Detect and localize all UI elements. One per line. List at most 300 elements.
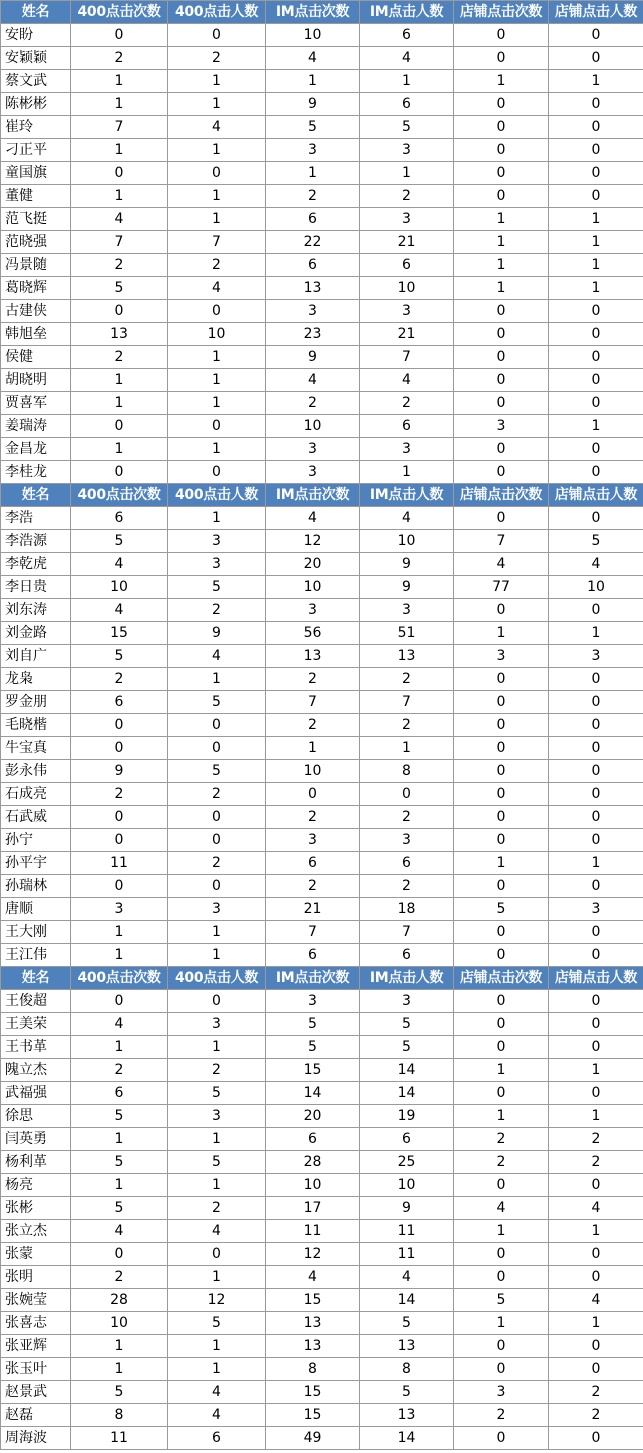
cell-im-clicks: 15 — [266, 1289, 360, 1312]
cell-im-clicks: 17 — [266, 1197, 360, 1220]
cell-hotline-400-clicks: 2 — [71, 1059, 168, 1082]
cell-name: 王大刚 — [1, 921, 71, 944]
cell-im-clicks: 10 — [266, 24, 360, 47]
cell-name: 胡晓明 — [1, 369, 71, 392]
cell-hotline-400-visitors: 1 — [168, 1128, 266, 1151]
cell-hotline-400-clicks: 1 — [71, 1128, 168, 1151]
table-row — [1, 392, 643, 415]
cell-shop-visitors: 0 — [549, 300, 643, 323]
cell-im-visitors: 3 — [360, 208, 454, 231]
column-header-shop-visitors: 店铺点击人数 — [549, 484, 643, 507]
cell-name: 隗立杰 — [1, 1059, 71, 1082]
cell-hotline-400-visitors: 2 — [168, 1197, 266, 1220]
cell-hotline-400-visitors: 0 — [168, 875, 266, 898]
cell-im-clicks: 13 — [266, 645, 360, 668]
cell-shop-clicks: 0 — [454, 1013, 549, 1036]
cell-shop-clicks: 3 — [454, 415, 549, 438]
cell-shop-visitors: 0 — [549, 1174, 643, 1197]
column-header-im-clicks: IM点击次数 — [266, 484, 360, 507]
cell-hotline-400-clicks: 1 — [71, 1335, 168, 1358]
table-row — [1, 93, 643, 116]
table-row — [1, 668, 643, 691]
cell-shop-clicks: 0 — [454, 139, 549, 162]
cell-im-clicks: 10 — [266, 760, 360, 783]
cell-hotline-400-clicks: 8 — [71, 1404, 168, 1427]
cell-im-clicks: 6 — [266, 208, 360, 231]
cell-hotline-400-clicks: 13 — [71, 323, 168, 346]
cell-name: 罗金朋 — [1, 691, 71, 714]
cell-name: 张玉叶 — [1, 1358, 71, 1381]
table-row — [1, 875, 643, 898]
cell-hotline-400-visitors: 0 — [168, 300, 266, 323]
cell-hotline-400-clicks: 4 — [71, 553, 168, 576]
cell-im-visitors: 2 — [360, 806, 454, 829]
cell-shop-clicks: 0 — [454, 829, 549, 852]
cell-hotline-400-clicks: 0 — [71, 461, 168, 484]
cell-im-clicks: 10 — [266, 576, 360, 599]
cell-hotline-400-clicks: 5 — [71, 1151, 168, 1174]
cell-shop-visitors: 0 — [549, 737, 643, 760]
cell-hotline-400-visitors: 3 — [168, 1105, 266, 1128]
cell-shop-visitors: 0 — [549, 944, 643, 967]
cell-shop-clicks: 0 — [454, 783, 549, 806]
cell-hotline-400-clicks: 4 — [71, 599, 168, 622]
cell-im-clicks: 23 — [266, 323, 360, 346]
cell-shop-visitors: 0 — [549, 1266, 643, 1289]
cell-hotline-400-visitors: 3 — [168, 553, 266, 576]
cell-im-clicks: 5 — [266, 116, 360, 139]
cell-shop-visitors: 2 — [549, 1404, 643, 1427]
cell-shop-visitors: 1 — [549, 1312, 643, 1335]
cell-hotline-400-visitors: 0 — [168, 1243, 266, 1266]
table-row — [1, 323, 643, 346]
cell-im-clicks: 4 — [266, 1266, 360, 1289]
cell-shop-clicks: 0 — [454, 369, 549, 392]
cell-shop-clicks: 0 — [454, 921, 549, 944]
cell-shop-clicks: 0 — [454, 93, 549, 116]
column-header-name: 姓名 — [1, 484, 71, 507]
cell-im-visitors: 3 — [360, 599, 454, 622]
table-row — [1, 415, 643, 438]
cell-shop-clicks: 4 — [454, 553, 549, 576]
cell-hotline-400-clicks: 7 — [71, 116, 168, 139]
cell-name: 刁正平 — [1, 139, 71, 162]
cell-name: 杨亮 — [1, 1174, 71, 1197]
cell-shop-visitors: 1 — [549, 1059, 643, 1082]
cell-hotline-400-clicks: 0 — [71, 24, 168, 47]
cell-im-visitors: 11 — [360, 1243, 454, 1266]
cell-shop-visitors: 0 — [549, 691, 643, 714]
cell-shop-clicks: 1 — [454, 1312, 549, 1335]
cell-hotline-400-visitors: 0 — [168, 162, 266, 185]
cell-name: 葛晓辉 — [1, 277, 71, 300]
table-row — [1, 254, 643, 277]
cell-shop-visitors: 1 — [549, 208, 643, 231]
cell-shop-visitors: 0 — [549, 1335, 643, 1358]
table-row — [1, 852, 643, 875]
column-header-hotline-400-clicks: 400点击次数 — [71, 1, 168, 24]
cell-im-clicks: 12 — [266, 530, 360, 553]
cell-hotline-400-clicks: 1 — [71, 944, 168, 967]
cell-shop-clicks: 1 — [454, 852, 549, 875]
cell-shop-visitors: 4 — [549, 1197, 643, 1220]
cell-im-visitors: 1 — [360, 70, 454, 93]
table-row — [1, 507, 643, 530]
table-row — [1, 1427, 643, 1450]
cell-shop-clicks: 0 — [454, 737, 549, 760]
cell-shop-visitors: 0 — [549, 185, 643, 208]
cell-im-visitors: 5 — [360, 1036, 454, 1059]
cell-shop-visitors: 0 — [549, 93, 643, 116]
table-row — [1, 691, 643, 714]
cell-im-clicks: 4 — [266, 507, 360, 530]
cell-im-clicks: 14 — [266, 1082, 360, 1105]
table-row — [1, 1105, 643, 1128]
cell-im-visitors: 14 — [360, 1427, 454, 1450]
cell-name: 龙枭 — [1, 668, 71, 691]
cell-im-visitors: 14 — [360, 1082, 454, 1105]
cell-hotline-400-visitors: 3 — [168, 530, 266, 553]
cell-im-visitors: 7 — [360, 346, 454, 369]
cell-shop-visitors: 2 — [549, 1151, 643, 1174]
cell-im-visitors: 1 — [360, 737, 454, 760]
cell-shop-clicks: 2 — [454, 1128, 549, 1151]
cell-shop-visitors: 0 — [549, 1358, 643, 1381]
cell-hotline-400-clicks: 1 — [71, 1036, 168, 1059]
cell-shop-clicks: 1 — [454, 208, 549, 231]
cell-hotline-400-visitors: 7 — [168, 231, 266, 254]
cell-shop-clicks: 0 — [454, 47, 549, 70]
column-header-hotline-400-visitors: 400点击人数 — [168, 1, 266, 24]
cell-im-visitors: 21 — [360, 323, 454, 346]
cell-name: 张亚辉 — [1, 1335, 71, 1358]
cell-im-clicks: 3 — [266, 461, 360, 484]
cell-hotline-400-clicks: 1 — [71, 70, 168, 93]
cell-shop-visitors: 0 — [549, 599, 643, 622]
cell-hotline-400-visitors: 4 — [168, 1220, 266, 1243]
cell-im-visitors: 9 — [360, 553, 454, 576]
cell-hotline-400-visitors: 1 — [168, 921, 266, 944]
cell-hotline-400-visitors: 0 — [168, 461, 266, 484]
table-row — [1, 944, 643, 967]
cell-hotline-400-clicks: 7 — [71, 231, 168, 254]
cell-shop-visitors: 2 — [549, 1128, 643, 1151]
cell-name: 张彬 — [1, 1197, 71, 1220]
cell-im-visitors: 9 — [360, 576, 454, 599]
table-row — [1, 369, 643, 392]
cell-im-visitors: 11 — [360, 1220, 454, 1243]
cell-name: 赵景武 — [1, 1381, 71, 1404]
header-row — [1, 1, 643, 24]
cell-shop-visitors: 0 — [549, 1427, 643, 1450]
cell-hotline-400-clicks: 10 — [71, 576, 168, 599]
cell-shop-clicks: 0 — [454, 1427, 549, 1450]
column-header-shop-visitors: 店铺点击人数 — [549, 967, 643, 990]
cell-im-visitors: 21 — [360, 231, 454, 254]
cell-im-clicks: 3 — [266, 139, 360, 162]
cell-im-clicks: 6 — [266, 852, 360, 875]
column-header-shop-clicks: 店铺点击次数 — [454, 484, 549, 507]
cell-shop-clicks: 0 — [454, 1174, 549, 1197]
cell-name: 李浩 — [1, 507, 71, 530]
cell-shop-clicks: 0 — [454, 116, 549, 139]
cell-im-clicks: 22 — [266, 231, 360, 254]
cell-hotline-400-clicks: 2 — [71, 783, 168, 806]
cell-hotline-400-visitors: 3 — [168, 898, 266, 921]
cell-hotline-400-clicks: 4 — [71, 1220, 168, 1243]
table-row — [1, 829, 643, 852]
cell-hotline-400-clicks: 5 — [71, 645, 168, 668]
cell-im-visitors: 10 — [360, 277, 454, 300]
cell-shop-visitors: 0 — [549, 369, 643, 392]
cell-im-clicks: 13 — [266, 1335, 360, 1358]
cell-name: 李桂龙 — [1, 461, 71, 484]
cell-shop-clicks: 5 — [454, 1289, 549, 1312]
table-row — [1, 24, 643, 47]
cell-im-clicks: 49 — [266, 1427, 360, 1450]
cell-shop-clicks: 0 — [454, 806, 549, 829]
cell-name: 周海波 — [1, 1427, 71, 1450]
cell-im-clicks: 5 — [266, 1013, 360, 1036]
cell-im-visitors: 6 — [360, 415, 454, 438]
cell-hotline-400-visitors: 3 — [168, 1013, 266, 1036]
cell-name: 冯景随 — [1, 254, 71, 277]
cell-shop-clicks: 0 — [454, 323, 549, 346]
table-body — [1, 1, 643, 1450]
cell-im-clicks: 10 — [266, 1174, 360, 1197]
cell-hotline-400-clicks: 0 — [71, 875, 168, 898]
cell-shop-visitors: 0 — [549, 392, 643, 415]
cell-shop-clicks: 0 — [454, 714, 549, 737]
cell-im-visitors: 7 — [360, 921, 454, 944]
cell-im-visitors: 18 — [360, 898, 454, 921]
cell-hotline-400-clicks: 5 — [71, 1105, 168, 1128]
cell-hotline-400-visitors: 5 — [168, 1151, 266, 1174]
column-header-hotline-400-visitors: 400点击人数 — [168, 484, 266, 507]
cell-shop-visitors: 1 — [549, 1105, 643, 1128]
cell-im-clicks: 2 — [266, 392, 360, 415]
cell-shop-clicks: 0 — [454, 944, 549, 967]
cell-hotline-400-visitors: 1 — [168, 346, 266, 369]
cell-im-clicks: 13 — [266, 277, 360, 300]
cell-im-clicks: 56 — [266, 622, 360, 645]
cell-shop-clicks: 0 — [454, 1358, 549, 1381]
table-row — [1, 1404, 643, 1427]
cell-hotline-400-clicks: 6 — [71, 507, 168, 530]
cell-hotline-400-clicks: 2 — [71, 254, 168, 277]
cell-name: 王美荣 — [1, 1013, 71, 1036]
cell-shop-visitors: 2 — [549, 1381, 643, 1404]
table-row — [1, 1128, 643, 1151]
cell-shop-clicks: 0 — [454, 875, 549, 898]
cell-shop-visitors: 4 — [549, 1289, 643, 1312]
column-header-shop-clicks: 店铺点击次数 — [454, 967, 549, 990]
cell-hotline-400-visitors: 9 — [168, 622, 266, 645]
cell-shop-visitors: 3 — [549, 645, 643, 668]
cell-im-visitors: 14 — [360, 1059, 454, 1082]
cell-name: 张明 — [1, 1266, 71, 1289]
cell-name: 彭永伟 — [1, 760, 71, 783]
cell-hotline-400-clicks: 5 — [71, 1381, 168, 1404]
cell-hotline-400-clicks: 5 — [71, 1197, 168, 1220]
cell-im-visitors: 8 — [360, 1358, 454, 1381]
cell-shop-clicks: 0 — [454, 1243, 549, 1266]
cell-hotline-400-visitors: 0 — [168, 415, 266, 438]
table-row — [1, 1197, 643, 1220]
cell-im-clicks: 3 — [266, 438, 360, 461]
cell-shop-visitors: 0 — [549, 990, 643, 1013]
cell-hotline-400-visitors: 4 — [168, 1381, 266, 1404]
cell-hotline-400-visitors: 6 — [168, 1427, 266, 1450]
cell-shop-clicks: 0 — [454, 1082, 549, 1105]
cell-im-clicks: 15 — [266, 1404, 360, 1427]
cell-name: 童国旗 — [1, 162, 71, 185]
cell-shop-visitors: 1 — [549, 622, 643, 645]
cell-shop-clicks: 1 — [454, 1059, 549, 1082]
cell-shop-visitors: 1 — [549, 254, 643, 277]
cell-hotline-400-clicks: 1 — [71, 1358, 168, 1381]
cell-name: 闫英勇 — [1, 1128, 71, 1151]
cell-im-visitors: 9 — [360, 1197, 454, 1220]
cell-name: 李日贵 — [1, 576, 71, 599]
cell-shop-visitors: 5 — [549, 530, 643, 553]
cell-hotline-400-visitors: 4 — [168, 277, 266, 300]
cell-name: 石成亮 — [1, 783, 71, 806]
cell-hotline-400-clicks: 0 — [71, 806, 168, 829]
cell-im-clicks: 6 — [266, 944, 360, 967]
cell-im-clicks: 4 — [266, 369, 360, 392]
cell-shop-visitors: 0 — [549, 1082, 643, 1105]
column-header-shop-clicks: 店铺点击次数 — [454, 1, 549, 24]
cell-name: 李乾虎 — [1, 553, 71, 576]
table-row — [1, 1059, 643, 1082]
cell-hotline-400-visitors: 5 — [168, 576, 266, 599]
cell-hotline-400-clicks: 6 — [71, 1082, 168, 1105]
table-row — [1, 277, 643, 300]
cell-im-visitors: 5 — [360, 1381, 454, 1404]
cell-name: 董健 — [1, 185, 71, 208]
cell-hotline-400-visitors: 1 — [168, 944, 266, 967]
cell-hotline-400-visitors: 5 — [168, 1312, 266, 1335]
column-header-hotline-400-visitors: 400点击人数 — [168, 967, 266, 990]
cell-shop-clicks: 0 — [454, 300, 549, 323]
cell-shop-visitors: 0 — [549, 507, 643, 530]
cell-shop-visitors: 0 — [549, 47, 643, 70]
cell-name: 刘自广 — [1, 645, 71, 668]
cell-shop-clicks: 0 — [454, 24, 549, 47]
cell-shop-visitors: 0 — [549, 116, 643, 139]
cell-shop-clicks: 1 — [454, 1105, 549, 1128]
cell-name: 王江伟 — [1, 944, 71, 967]
cell-name: 刘金路 — [1, 622, 71, 645]
table-row — [1, 300, 643, 323]
header-row — [1, 484, 643, 507]
cell-hotline-400-visitors: 0 — [168, 829, 266, 852]
cell-hotline-400-clicks: 10 — [71, 1312, 168, 1335]
cell-shop-visitors: 0 — [549, 783, 643, 806]
cell-im-clicks: 2 — [266, 714, 360, 737]
cell-im-visitors: 4 — [360, 369, 454, 392]
cell-hotline-400-visitors: 1 — [168, 1335, 266, 1358]
cell-hotline-400-visitors: 0 — [168, 24, 266, 47]
header-row — [1, 967, 643, 990]
cell-shop-visitors: 1 — [549, 277, 643, 300]
table-row — [1, 622, 643, 645]
cell-shop-clicks: 5 — [454, 898, 549, 921]
cell-shop-visitors: 3 — [549, 898, 643, 921]
cell-im-clicks: 8 — [266, 1358, 360, 1381]
cell-hotline-400-visitors: 1 — [168, 185, 266, 208]
cell-hotline-400-clicks: 0 — [71, 737, 168, 760]
cell-hotline-400-clicks: 1 — [71, 392, 168, 415]
cell-hotline-400-clicks: 4 — [71, 1013, 168, 1036]
cell-im-clicks: 2 — [266, 806, 360, 829]
cell-shop-visitors: 10 — [549, 576, 643, 599]
cell-shop-clicks: 1 — [454, 277, 549, 300]
cell-shop-visitors: 0 — [549, 875, 643, 898]
cell-hotline-400-clicks: 0 — [71, 300, 168, 323]
cell-im-clicks: 7 — [266, 691, 360, 714]
cell-name: 徐思 — [1, 1105, 71, 1128]
cell-hotline-400-visitors: 1 — [168, 139, 266, 162]
cell-name: 金昌龙 — [1, 438, 71, 461]
cell-im-clicks: 7 — [266, 921, 360, 944]
cell-shop-clicks: 4 — [454, 1197, 549, 1220]
table-row — [1, 760, 643, 783]
cell-hotline-400-visitors: 0 — [168, 714, 266, 737]
cell-shop-visitors: 0 — [549, 461, 643, 484]
cell-im-visitors: 2 — [360, 875, 454, 898]
cell-hotline-400-clicks: 9 — [71, 760, 168, 783]
cell-hotline-400-visitors: 1 — [168, 70, 266, 93]
cell-im-visitors: 5 — [360, 1312, 454, 1335]
cell-shop-clicks: 0 — [454, 392, 549, 415]
cell-hotline-400-clicks: 0 — [71, 990, 168, 1013]
cell-shop-visitors: 0 — [549, 162, 643, 185]
cell-im-clicks: 1 — [266, 70, 360, 93]
cell-shop-clicks: 1 — [454, 231, 549, 254]
table-row — [1, 1312, 643, 1335]
cell-im-visitors: 6 — [360, 254, 454, 277]
cell-name: 王俊超 — [1, 990, 71, 1013]
cell-im-visitors: 5 — [360, 116, 454, 139]
cell-im-clicks: 1 — [266, 737, 360, 760]
cell-shop-visitors: 4 — [549, 553, 643, 576]
cell-hotline-400-visitors: 12 — [168, 1289, 266, 1312]
cell-im-clicks: 13 — [266, 1312, 360, 1335]
cell-im-visitors: 2 — [360, 714, 454, 737]
table-row — [1, 1220, 643, 1243]
cell-hotline-400-clicks: 0 — [71, 714, 168, 737]
cell-im-clicks: 15 — [266, 1059, 360, 1082]
table-row — [1, 530, 643, 553]
cell-im-clicks: 9 — [266, 346, 360, 369]
cell-shop-clicks: 0 — [454, 162, 549, 185]
column-header-hotline-400-clicks: 400点击次数 — [71, 484, 168, 507]
table-row — [1, 1082, 643, 1105]
cell-im-visitors: 19 — [360, 1105, 454, 1128]
cell-im-visitors: 6 — [360, 944, 454, 967]
cell-shop-visitors: 0 — [549, 668, 643, 691]
cell-im-visitors: 13 — [360, 1404, 454, 1427]
cell-shop-clicks: 77 — [454, 576, 549, 599]
cell-im-clicks: 28 — [266, 1151, 360, 1174]
cell-hotline-400-clicks: 4 — [71, 208, 168, 231]
cell-im-clicks: 21 — [266, 898, 360, 921]
cell-im-visitors: 6 — [360, 852, 454, 875]
cell-hotline-400-clicks: 1 — [71, 1174, 168, 1197]
cell-name: 牛宝真 — [1, 737, 71, 760]
